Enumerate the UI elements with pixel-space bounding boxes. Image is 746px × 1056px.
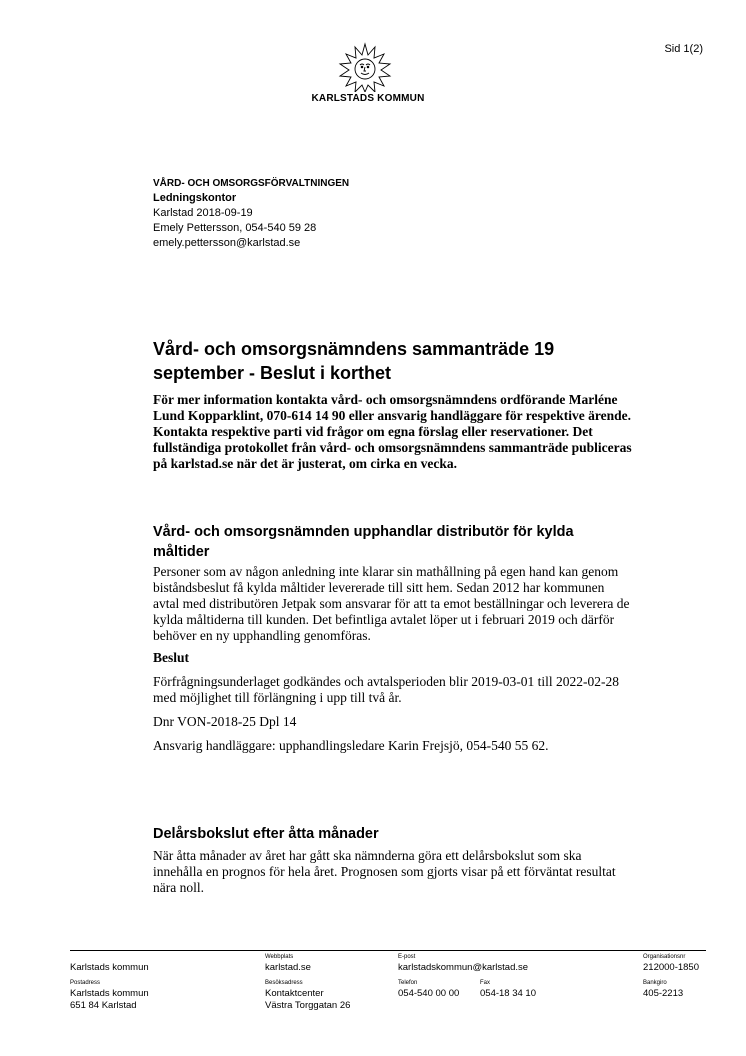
section-heading: Vård- och omsorgsnämnden upphandlar distributör för kylda måltider xyxy=(153,524,574,560)
footer-web-link[interactable]: karlstad.se xyxy=(265,962,311,973)
contact: Emely Pettersson, 054-540 59 28 xyxy=(153,222,317,234)
footer-phone: 054-540 00 00 xyxy=(398,988,460,999)
footer-postal-label: Postadress xyxy=(70,980,101,986)
section-heading: Delårsbokslut efter åtta månader xyxy=(153,826,379,842)
responsible-officer: Ansvarig handläggare: upphandlingsledare Karin Frejsjö, 054-540 55 62. xyxy=(153,738,549,753)
org-name: KARLSTADS KOMMUN xyxy=(311,93,425,104)
document-title: Vård- och omsorgsnämndens sammanträde 19 september - Beslut i korthet xyxy=(153,339,555,383)
footer-divider xyxy=(70,950,706,951)
decision-label: Beslut xyxy=(153,650,190,665)
section-chilled-meals xyxy=(153,522,633,754)
footer-bank-label: Bankgiro xyxy=(643,980,667,986)
section-body: Personer som av någon anledning inte klarar sin mathållning på egen hand kan genom biståndsbeslut få kylda måltider levererade till sitt hem. Sedan 2012 har kommunen avtal med distributören Jetpak som ansvarar för att ta emot beställningar och leverera de kylda måltiderna till kunden. Det befintliga avtalet löper ut i februari 2019 och därför behöver en ny upphandling genomföras. xyxy=(153,564,630,643)
sender-block xyxy=(153,176,349,251)
footer-visit-label: Besöksadress xyxy=(265,980,303,986)
page-number: Sid 1(2) xyxy=(664,43,703,55)
reference-number: Dnr VON-2018-25 Dpl 14 xyxy=(153,714,297,729)
footer-bank: 405-2213 xyxy=(643,988,684,999)
footer-visit-line1: Kontaktcenter xyxy=(265,988,324,999)
footer-email-link[interactable]: karlstadskommun@karlstad.se xyxy=(398,962,529,973)
footer-orgnr-label: Organisationsnr xyxy=(643,954,686,960)
footer-postal-line2: 651 84 Karlstad xyxy=(70,1000,137,1011)
footer-email-label: E-post xyxy=(398,954,416,960)
department: VÅRD- OCH OMSORGSFÖRVALTNINGEN xyxy=(153,178,350,189)
sun-face-icon xyxy=(335,42,395,92)
section-body: När åtta månader av året har gått ska nämnderna göra ett delårsbokslut som ska innehålla en prognos för hela året. Prognosen som gjorts visar på ett förväntat resultat nära noll. xyxy=(153,848,616,895)
footer-web-label: Webbplats xyxy=(265,954,294,960)
decision-text: Förfrågningsunderlaget godkändes och avtalsperioden blir 2019-03-01 till 2022-02-28 med möjlighet till förlängning i upp till två år. xyxy=(153,674,620,705)
intro-paragraph: För mer information kontakta vård- och omsorgsnämndens ordförande Marléne Lund Kopparklint, 070-614 14 90 eller ansvarig handläggare för respektive ärende. Kontakta respektive parti vid frågor om egna förslag eller reservationer. Det fullständiga protokollet från vård- och omsorgsnämndens sammanträde publiceras på karlstad.se när det är justerat, om cirka en vecka. xyxy=(153,392,632,471)
footer-fax: 054-18 34 10 xyxy=(480,988,536,999)
footer-visit-line2: Västra Torggatan 26 xyxy=(265,1000,351,1011)
place-date: Karlstad 2018-09-19 xyxy=(153,207,253,219)
contact-email: emely.pettersson@karlstad.se xyxy=(153,237,301,249)
footer-orgnr: 212000-1850 xyxy=(643,962,699,973)
footer-phone-label: Telefon xyxy=(398,980,418,986)
section-interim-report xyxy=(153,824,633,896)
office: Ledningskontor xyxy=(153,192,237,204)
footer-name: Karlstads kommun xyxy=(70,962,149,973)
footer-fax-label: Fax xyxy=(480,980,491,986)
footer-postal-line1: Karlstads kommun xyxy=(70,988,149,999)
